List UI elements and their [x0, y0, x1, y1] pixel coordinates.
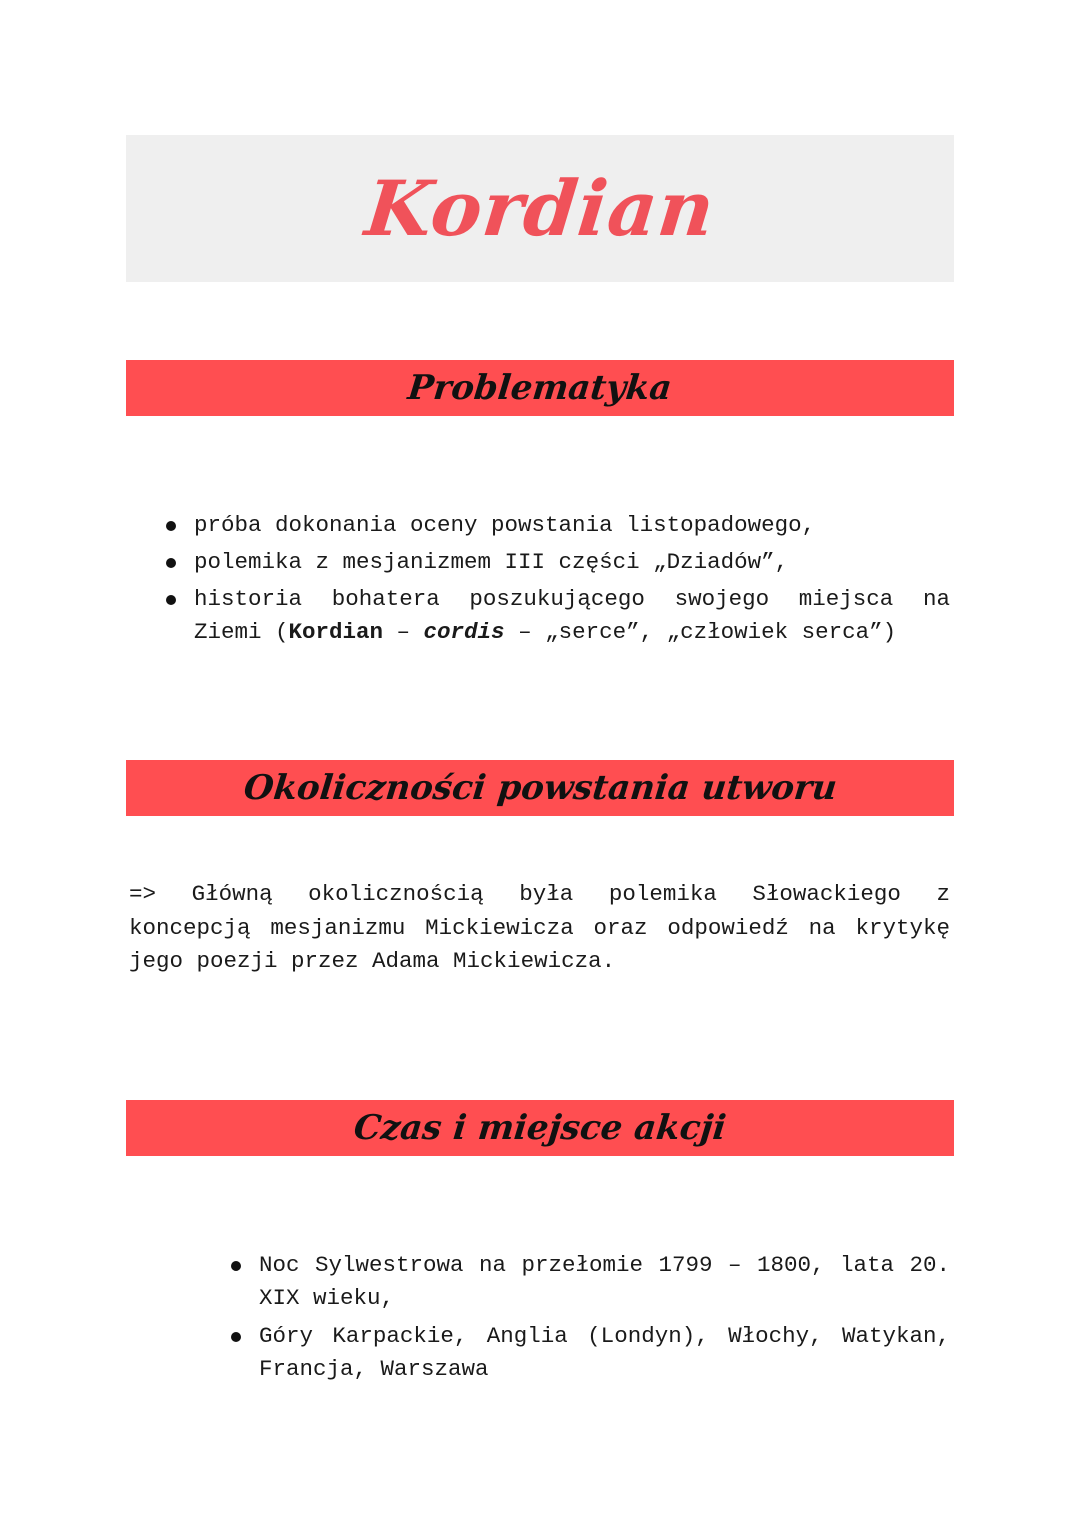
czas-miejsce-list: [259, 1249, 950, 1391]
section-heading: Problematyka: [406, 368, 674, 408]
section-heading: Okoliczności powstania utworu: [241, 768, 839, 808]
list-item: Góry Karpackie, Anglia (Londyn), Włochy, Watykan, Francja, Warszawa: [259, 1320, 950, 1386]
page-title: Kordian: [360, 164, 719, 253]
list-item-text: historia bohatera poszukującego swojego miejsca na Ziemi (: [194, 586, 950, 645]
section-header-czas-miejsce: [126, 1100, 954, 1156]
section-heading: Czas i miejsce akcji: [352, 1108, 728, 1148]
list-item: próba dokonania oceny powstania listopadowego,: [194, 509, 950, 542]
list-item-text: –: [383, 619, 424, 645]
section-header-problematyka: [126, 360, 954, 416]
list-item: [194, 583, 950, 649]
list-item: polemika z mesjanizmem III części „Dziadów”,: [194, 546, 950, 579]
list-item-text: – „serce”, „człowiek serca”): [504, 619, 897, 645]
title-banner: [126, 135, 954, 282]
problematyka-list: [194, 509, 950, 653]
okolicznosci-paragraph: => Główną okolicznością była polemika Słowackiego z koncepcją mesjanizmu Mickiewicza oraz odpowiedź na krytykę jego poezji przez Adama Mickiewicza.: [129, 881, 950, 974]
cordis-term: cordis: [423, 619, 505, 645]
section-header-okolicznosci: [126, 760, 954, 816]
list-item: Noc Sylwestrowa na przełomie 1799 – 1800, lata 20. XIX wieku,: [259, 1249, 950, 1315]
kordian-term: Kordian: [288, 619, 384, 645]
